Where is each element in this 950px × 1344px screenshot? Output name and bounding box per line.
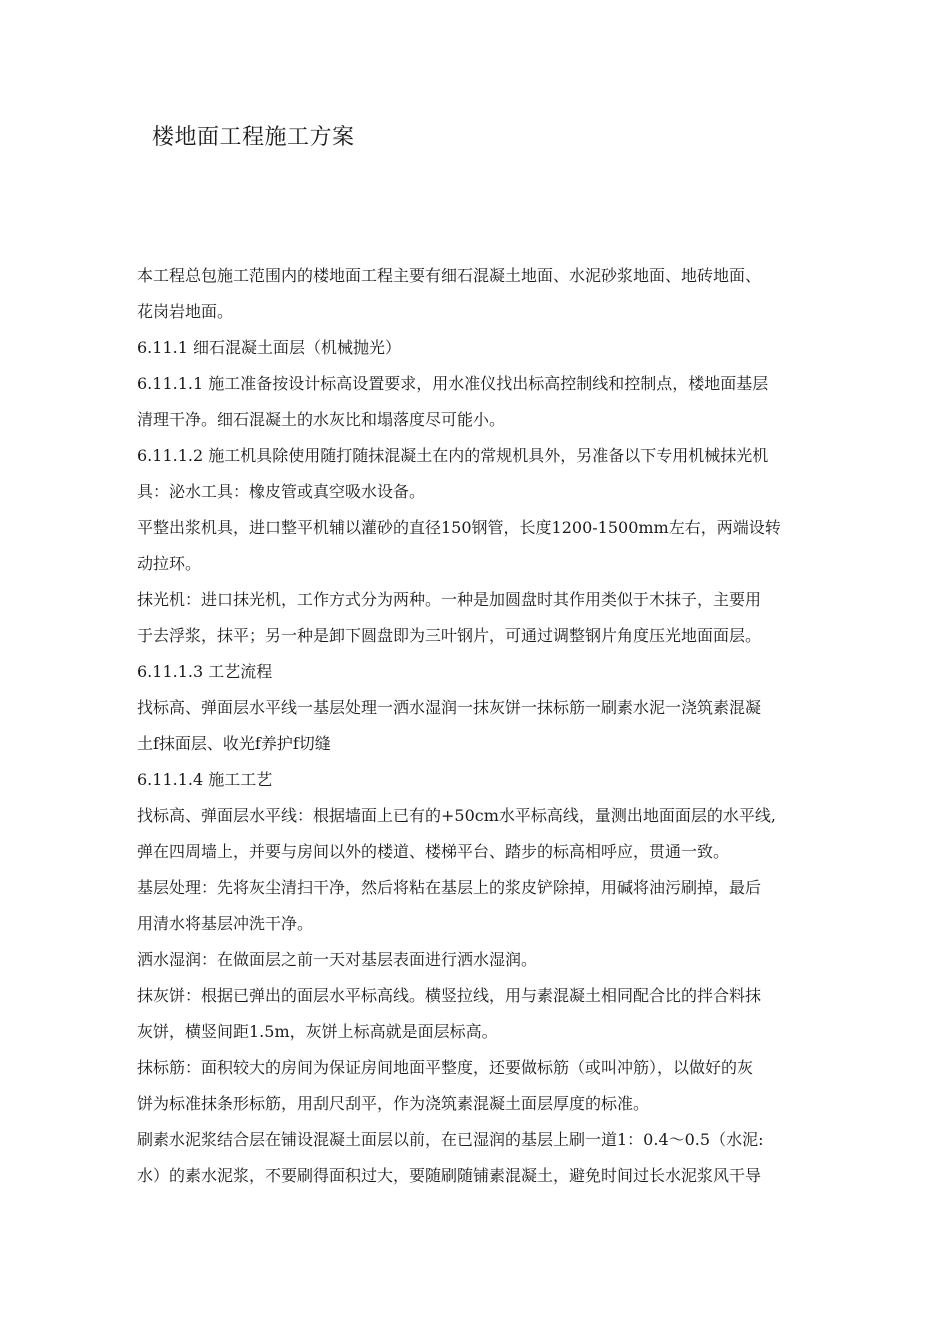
text-line: 抹标筋：面积较大的房间为保证房间地面平整度，还要做标筋（或叫冲筋），以做好的灰 <box>137 1058 754 1077</box>
text-line: 用清水将基层冲洗干净。 <box>137 914 314 933</box>
text-line: 6.11.1.3 工艺流程 <box>137 662 273 681</box>
text-line: 水）的素水泥浆，不要刷得面积过大，要随刷随铺素混凝土，避免时间过长水泥浆风干导 <box>137 1166 762 1185</box>
text-line: 清理干净。细石混凝土的水灰比和塌落度尽可能小。 <box>137 410 506 429</box>
page-title: 楼地面工程施工方案 <box>152 125 355 150</box>
text-line: 花岗岩地面。 <box>137 302 234 321</box>
text-line: 找标高、弹面层水平线一基层处理一洒水湿润一抹灰饼一抹标筋一刷素水泥一浇筑素混凝 <box>137 698 762 717</box>
text-line: 基层处理：先将灰尘清扫干净，然后将粘在基层上的浆皮铲除掉，用碱将油污刷掉，最后 <box>137 878 762 897</box>
text-line: 刷素水泥浆结合层在铺设混凝土面层以前，在已湿润的基层上刷一道1：0.4〜0.5（水泥: <box>137 1130 764 1149</box>
text-line: 具：泌水工具：橡皮管或真空吸水设备。 <box>137 482 426 501</box>
text-line: 土f抹面层、收光f养护f切缝 <box>137 734 331 753</box>
text-line: 本工程总包施工范围内的楼地面工程主要有细石混凝土地面、水泥砂浆地面、地砖地面、 <box>137 266 762 285</box>
text-line: 饼为标准抹条形标筋，用刮尺刮平，作为浇筑素混凝土面层厚度的标准。 <box>137 1094 650 1113</box>
text-line: 6.11.1.4 施工工艺 <box>137 770 273 789</box>
text-line: 动拉环。 <box>137 554 202 573</box>
text-line: 6.11.1 细石混凝土面层（机械抛光） <box>137 338 401 357</box>
text-line: 于去浮浆，抹平；另一种是卸下圆盘即为三叶钢片，可通过调整钢片角度压光地面面层。 <box>137 626 762 645</box>
text-line: 弹在四周墙上，并要与房间以外的楼道、楼梯平台、踏步的标高相呼应，贯通一致。 <box>137 842 730 861</box>
document-body <box>137 258 817 1194</box>
text-line: 6.11.1.1 施工准备按设计标高设置要求，用水准仪找出标高控制线和控制点，楼地面基层 <box>137 374 769 393</box>
text-line: 灰饼，横竖间距1.5m，灰饼上标高就是面层标高。 <box>137 1022 498 1041</box>
text-line: 洒水湿润：在做面层之前一天对基层表面进行洒水湿润。 <box>137 950 538 969</box>
text-line: 6.11.1.2 施工机具除使用随打随抹混凝土在内的常规机具外，另准备以下专用机械抹光机 <box>137 446 769 465</box>
text-line: 平整出浆机具，进口整平机辅以灌砂的直径150钢管，长度1200-1500mm左右，两端设转 <box>137 518 781 537</box>
text-line: 找标高、弹面层水平线：根据墙面上已有的+50cm水平标高线，量测出地面面层的水平线, <box>137 806 776 825</box>
text-line: 抹灰饼：根据已弹出的面层水平标高线。横竖拉线，用与素混凝土相同配合比的拌合料抹 <box>137 986 762 1005</box>
text-line: 抹光机：进口抹光机，工作方式分为两种。一种是加圆盘时其作用类似于木抹子，主要用 <box>137 590 762 609</box>
